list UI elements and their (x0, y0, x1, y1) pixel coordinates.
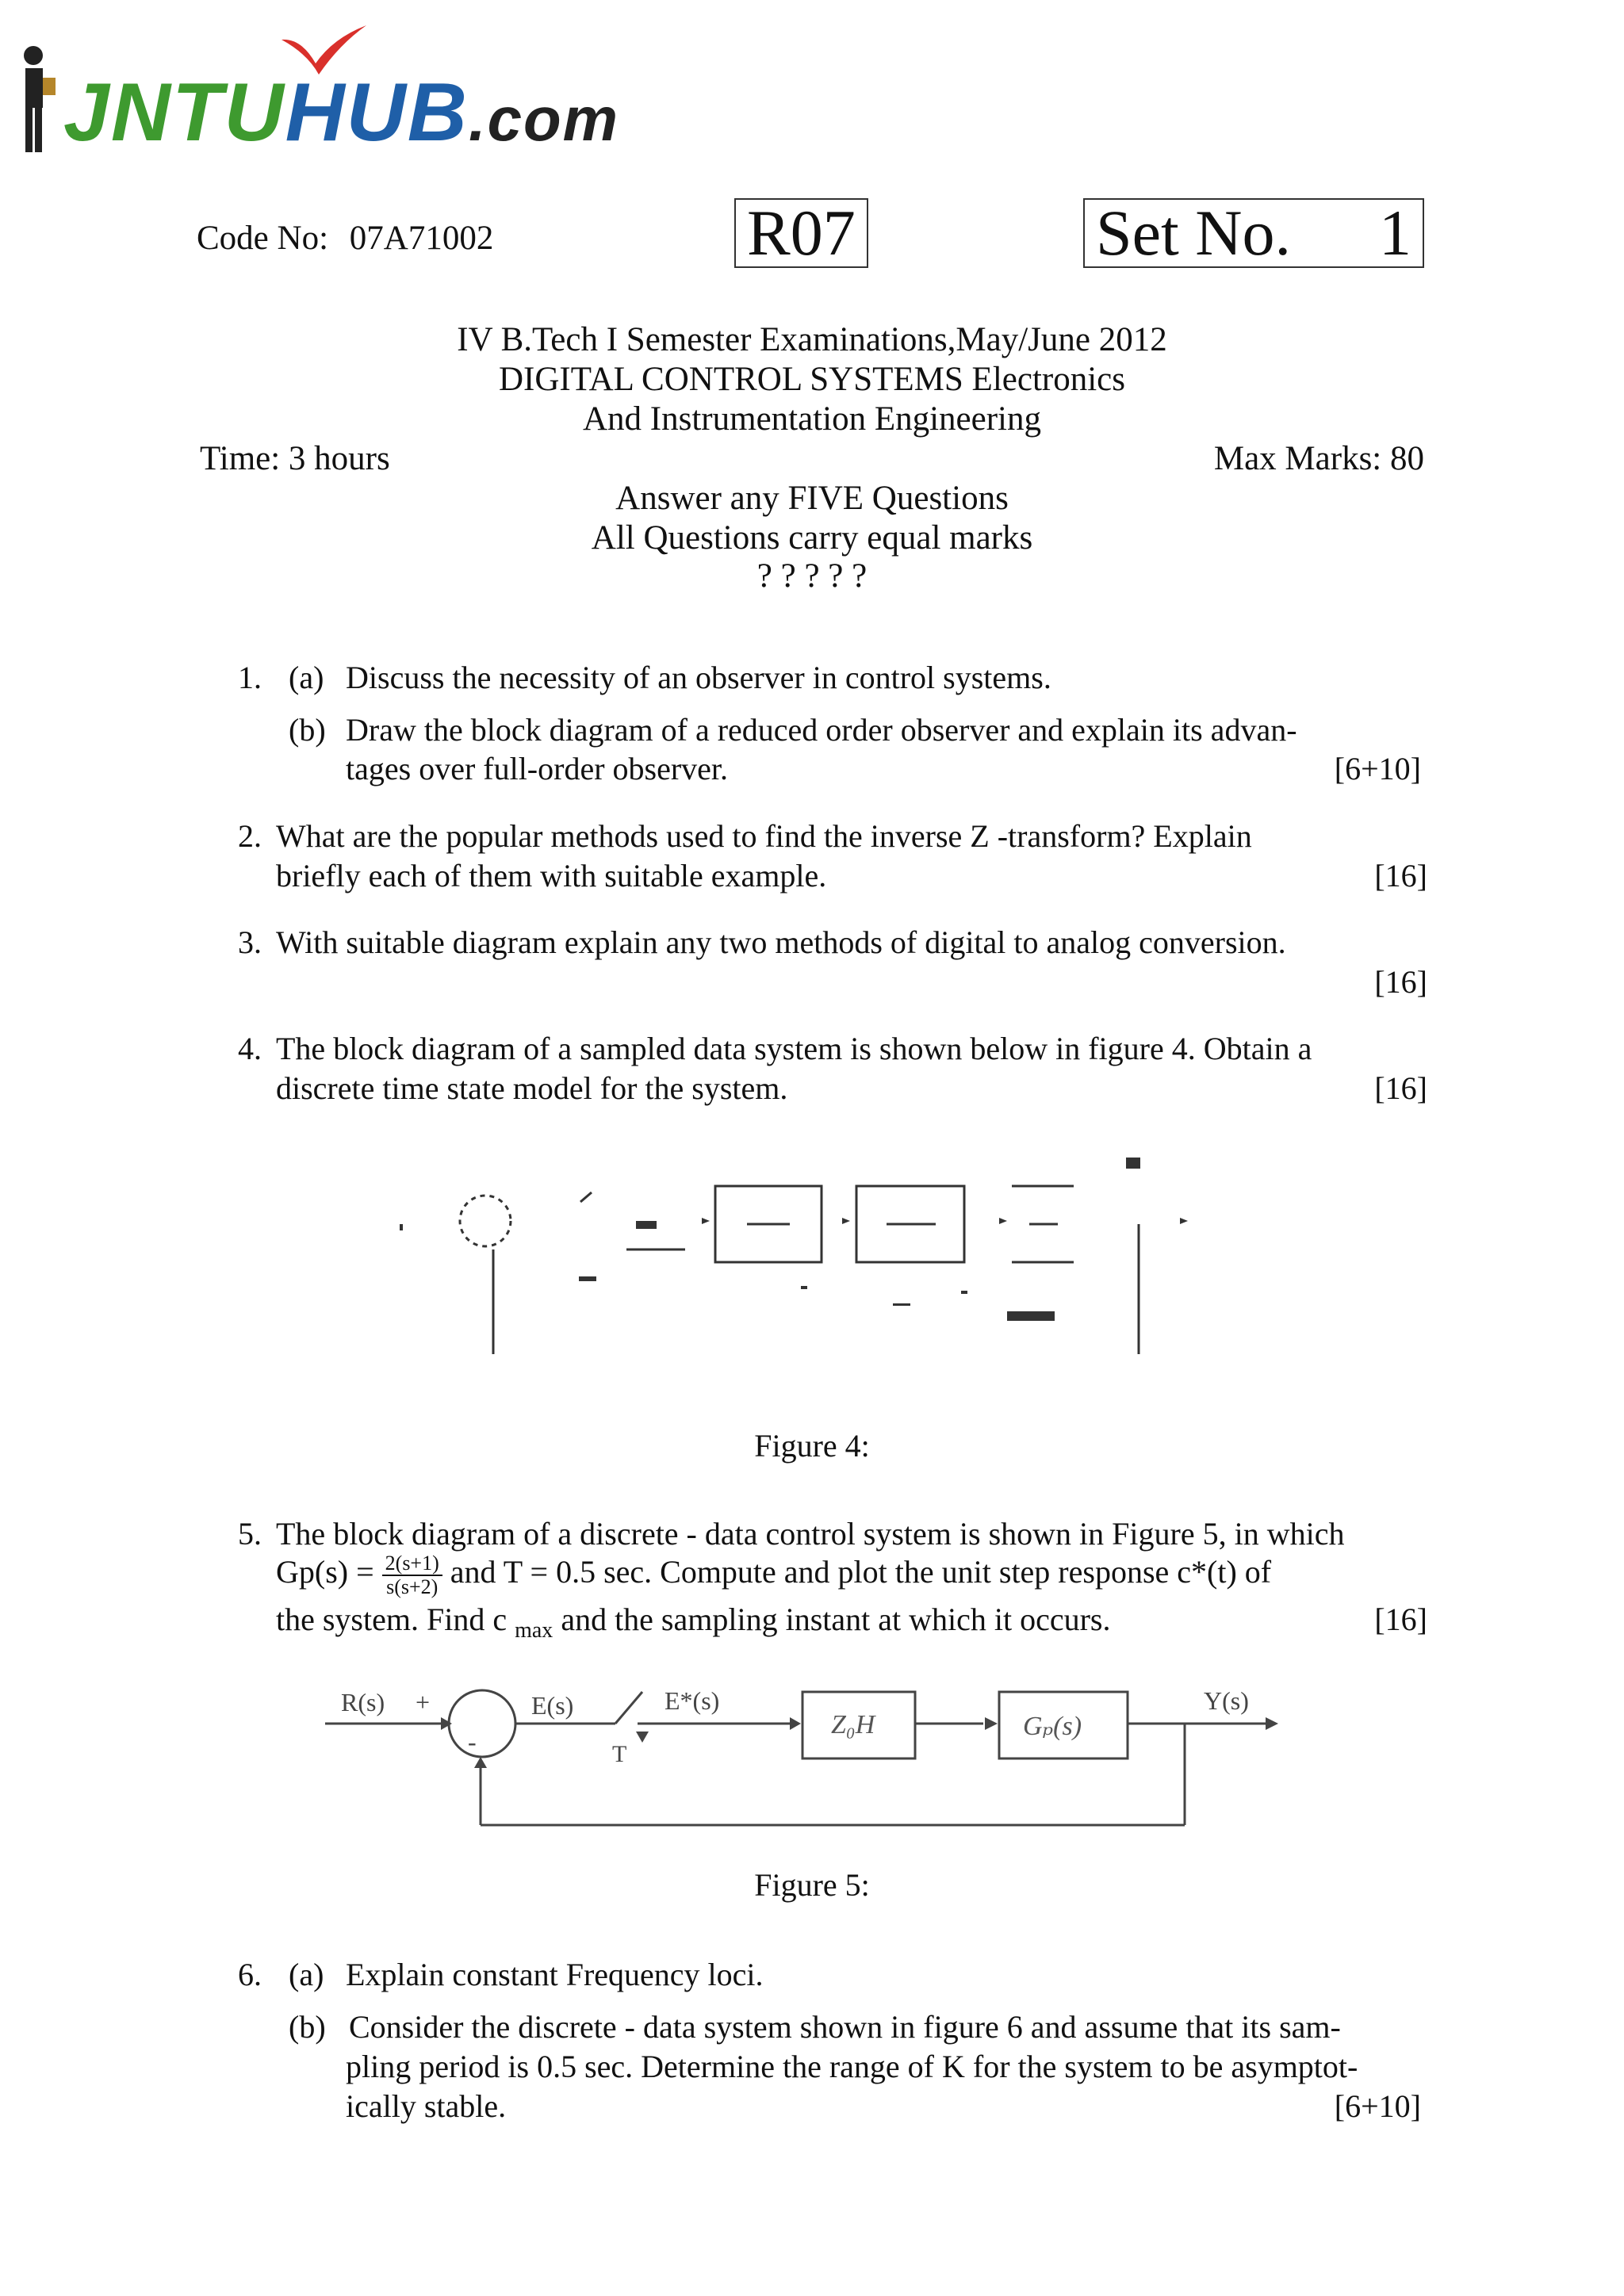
q3-marks: [16] (1374, 964, 1427, 1000)
q6-number: 6. (238, 1957, 262, 1992)
figure-5-caption: Figure 5: (754, 1867, 870, 1903)
code-value: 07A71002 (349, 220, 494, 257)
q6a-text: Explain constant Frequency loci. (346, 1957, 764, 1992)
set-number-box (1083, 198, 1424, 268)
exam-time: Time: 3 hours (200, 440, 390, 477)
q2-line2: briefly each of them with suitable example. (276, 858, 827, 894)
q5-cmax-subscript: max (515, 1618, 553, 1643)
q1b-line2: tages over full-order observer. (346, 751, 729, 786)
q4-number: 4. (238, 1031, 262, 1066)
figure-5-diagram (317, 1673, 1300, 1831)
error-label: E(s) (531, 1691, 574, 1720)
q5-line2 (276, 1552, 1271, 1598)
q6a-label: (a) (289, 1957, 324, 1992)
gp-lhs: Gp(s) = (276, 1554, 374, 1590)
summing-junction (449, 1690, 515, 1757)
q1a-label: (a) (289, 660, 324, 695)
q5-line1: The block diagram of a discrete - data control system is shown in Figure 5, in which (276, 1516, 1345, 1552)
gp-fraction (382, 1552, 442, 1598)
code-label: Code No: (197, 220, 329, 257)
stars-divider: ? ? ? ? ? (756, 557, 868, 595)
q4-line2: discrete time state model for the system. (276, 1070, 788, 1106)
zoh-label: Z₀H (831, 1710, 875, 1739)
figure-4-caption: Figure 4: (754, 1428, 870, 1464)
minus-sign: - (468, 1728, 477, 1756)
q6b-line3: ically stable. (346, 2088, 507, 2124)
set-value: 1 (1379, 197, 1411, 269)
exam-title-line1: IV B.Tech I Semester Examinations,May/June 2012 (457, 321, 1167, 358)
q1b-line1: Draw the block diagram of a reduced order observer and explain its advan- (346, 712, 1297, 748)
q4-marks: [16] (1374, 1070, 1427, 1106)
q2-number: 2. (238, 818, 262, 854)
q1a-text: Discuss the necessity of an observer in control systems. (346, 660, 1051, 695)
gp-numerator: 2(s+1) (382, 1552, 442, 1576)
q6b-line2: pling period is 0.5 sec. Determine the range of K for the system to be asymptot- (346, 2049, 1358, 2084)
person-icon (16, 38, 63, 157)
q4-line1: The block diagram of a sampled data system is shown below in figure 4. Obtain a (276, 1031, 1312, 1066)
q5-line3a: the system. Find c (276, 1601, 508, 1637)
q6-marks: [6+10] (1334, 2088, 1421, 2124)
q3-number: 3. (238, 924, 262, 960)
logo-text (63, 66, 619, 160)
site-logo (16, 22, 642, 159)
q1-marks: [6+10] (1334, 751, 1421, 786)
exam-max-marks: Max Marks: 80 (1213, 440, 1424, 477)
summing-junction (460, 1196, 511, 1246)
q1-number: 1. (238, 660, 262, 695)
sampler-switch (615, 1692, 642, 1724)
q5-marks: [16] (1374, 1601, 1427, 1637)
logo-text-domain: .com (468, 84, 619, 154)
q1b-label: (b) (289, 712, 326, 748)
logo-text-hub: HUB (285, 67, 469, 159)
regulation-box: R07 (734, 198, 868, 268)
code-number (197, 219, 493, 258)
q2-marks: [16] (1374, 858, 1427, 894)
q6b-line1: Consider the discrete - data system shown in figure 6 and assume that its sam- (349, 2009, 1341, 2045)
q6b-label: (b) (289, 2009, 326, 2045)
exam-title-line3: And Instrumentation Engineering (583, 400, 1041, 438)
q5-line2-rest: and T = 0.5 sec. Compute and plot the unit step response c*(t) of (450, 1554, 1272, 1590)
plus-sign: + (416, 1688, 431, 1716)
q5-line3b: and the sampling instant at which it occurs. (561, 1601, 1111, 1637)
sampled-error-label: E*(s) (665, 1686, 720, 1715)
q5-line3 (276, 1600, 1111, 1651)
instruction-1: Answer any FIVE Questions (615, 480, 1009, 517)
q5-number: 5. (238, 1516, 262, 1552)
instruction-2: All Questions carry equal marks (591, 519, 1033, 557)
plant-label: Gₚ(s) (1023, 1712, 1082, 1741)
output-label: Y(s) (1204, 1686, 1249, 1715)
input-label: R(s) (341, 1688, 385, 1716)
sampler-label: T (612, 1741, 627, 1767)
exam-title-line2: DIGITAL CONTROL SYSTEMS Electronics (499, 361, 1125, 398)
q2-line1: What are the popular methods used to find the inverse Z -transform? Explain (276, 818, 1252, 854)
set-label: Set No. (1096, 197, 1291, 269)
gp-denominator: s(s+2) (386, 1575, 439, 1598)
figure-4-diagram (389, 1142, 1213, 1364)
q3-line1: With suitable diagram explain any two methods of digital to analog conversion. (276, 924, 1286, 960)
logo-text-jntu: JNTU (63, 67, 285, 159)
